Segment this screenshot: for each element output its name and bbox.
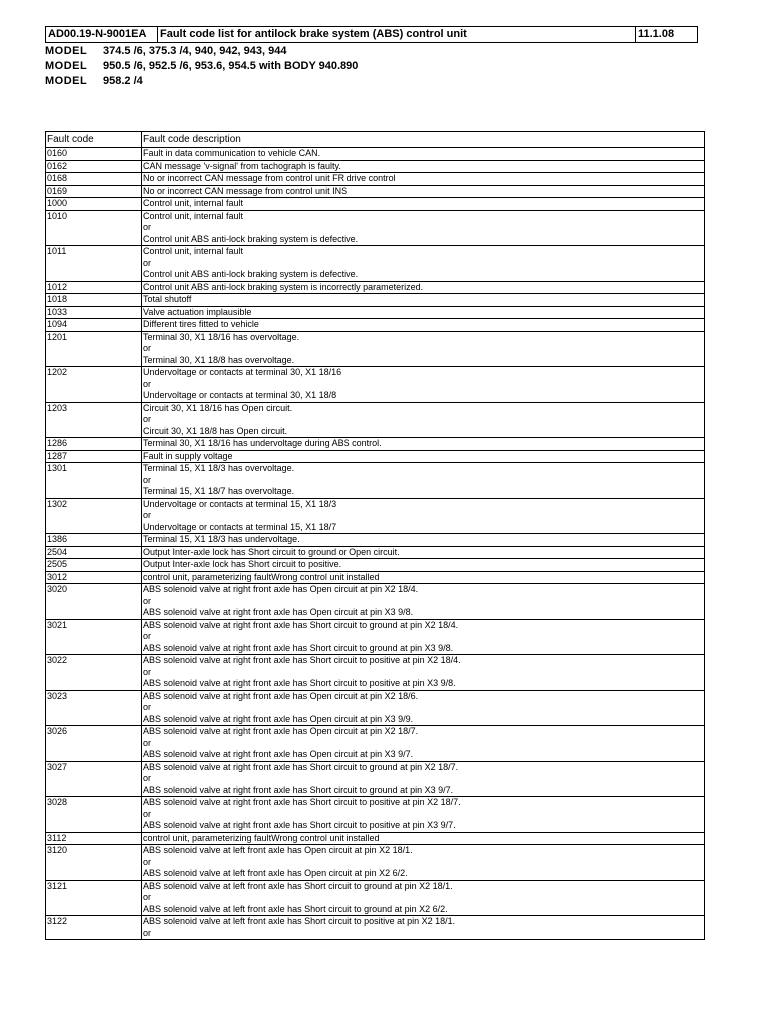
table-row [46,832,705,845]
description-line: ABS solenoid valve at left front axle has Open circuit at pin X2 6/2. [143,868,408,878]
fault-code-table [45,131,705,940]
table-row [46,916,705,940]
model-label: MODEL [45,45,88,57]
table-row [46,463,705,499]
document-title: Fault code list for antilock brake system (ABS) control unit [158,27,636,43]
fault-code-cell: 3020 [46,584,142,620]
table-row [46,367,705,403]
fault-description-cell [142,832,705,845]
fault-code-cell: 1018 [46,294,142,307]
description-line: ABS solenoid valve at right front axle has Short circuit to ground at pin X3 9/8. [143,642,454,653]
description-line: or [143,222,152,232]
fault-description-cell [142,463,705,499]
fault-description-cell [142,726,705,762]
fault-description-cell [142,797,705,833]
fault-description-cell [142,546,705,559]
fault-code-cell: 1094 [46,319,142,332]
fault-code-cell: 1202 [46,367,142,403]
table-row [46,880,705,916]
description-line: Control unit ABS anti-lock braking system is incorrectly parameterized. [143,281,424,292]
description-line: CAN message 'v-signal' from tachograph is faulty. [143,160,341,171]
fault-description-cell [142,916,705,940]
description-line: Output Inter-axle lock has Short circuit to ground or Open circuit. [143,546,400,557]
fault-code-cell: 2504 [46,546,142,559]
fault-description-cell [142,281,705,294]
table-row [46,173,705,186]
description-line: Total shutoff [143,294,192,304]
fault-description-cell [142,173,705,186]
description-line: ABS solenoid valve at left front axle has Open circuit at pin X2 18/1. [143,845,413,855]
description-line: or [143,856,152,867]
description-line: No or incorrect CAN message from control unit FR drive control [143,173,396,183]
fault-code-cell: 0169 [46,185,142,198]
description-line: ABS solenoid valve at right front axle has Open circuit at pin X2 18/7. [143,726,419,736]
table-row [46,726,705,762]
fault-code-cell: 1203 [46,402,142,438]
fault-code-cell: 3121 [46,880,142,916]
fault-code-cell: 3026 [46,726,142,762]
table-row [46,761,705,797]
table-row [46,534,705,547]
description-line: ABS solenoid valve at right front axle has Short circuit to positive at pin X2 18/7. [143,797,461,807]
model-value: 950.5 /6, 952.5 /6, 953.6, 954.5 with BODY 940.890 [103,60,359,72]
fault-code-cell: 1011 [46,246,142,282]
fault-code-cell: 3022 [46,655,142,691]
fault-code-cell: 3027 [46,761,142,797]
description-line: ABS solenoid valve at right front axle has Open circuit at pin X2 18/4. [143,584,419,594]
description-line: ABS solenoid valve at right front axle has Short circuit to ground at pin X2 18/4. [143,619,459,630]
model-line [45,44,358,59]
fault-code-cell: 0160 [46,148,142,161]
table-row [46,160,705,173]
fault-code-cell: 0162 [46,160,142,173]
fault-description-cell [142,306,705,319]
column-header-fault-code: Fault code [46,132,142,148]
table-row [46,331,705,367]
model-value: 958.2 /4 [103,75,143,87]
description-line: Undervoltage or contacts at terminal 30, X1 18/8 [143,390,337,400]
fault-code-cell: 1201 [46,331,142,367]
fault-code-cell: 0168 [46,173,142,186]
description-line: Control unit ABS anti-lock braking system is defective. [143,233,359,244]
description-line: Circuit 30, X1 18/8 has Open circuit. [143,425,288,436]
fault-description-cell [142,880,705,916]
description-line: Terminal 15, X1 18/3 has undervoltage. [143,534,300,544]
fault-code-cell: 3023 [46,690,142,726]
table-row [46,584,705,620]
table-row [46,571,705,584]
table-row [46,546,705,559]
description-line: or [143,927,152,938]
table-row [46,402,705,438]
document-date: 11.1.08 [636,27,698,43]
fault-description-cell [142,210,705,246]
fault-description-cell [142,571,705,584]
fault-description-cell [142,438,705,451]
description-line: or [143,595,152,606]
table-row [46,690,705,726]
description-line: or [143,510,152,520]
table-header-row [46,132,705,148]
table-row [46,450,705,463]
description-line: or [143,808,152,819]
description-line: Control unit, internal fault [143,246,244,256]
fault-code-cell: 3021 [46,619,142,655]
table-row [46,655,705,691]
fault-code-cell: 1000 [46,198,142,211]
description-line: Valve actuation implausible [143,306,252,317]
table-row [46,210,705,246]
description-line: Terminal 30, X1 18/16 has overvoltage. [143,331,300,342]
fault-code-cell: 3120 [46,845,142,881]
fault-code-cell: 1302 [46,498,142,534]
column-header-description: Fault code description [142,132,705,148]
description-line: or [143,474,152,485]
description-line: Undervoltage or contacts at terminal 30, X1 18/16 [143,367,342,377]
fault-description-cell [142,761,705,797]
description-line: Control unit ABS anti-lock braking system is defective. [143,269,359,279]
description-line: Fault in data communication to vehicle CAN. [143,148,321,158]
model-value: 374.5 /6, 375.3 /4, 940, 942, 943, 944 [103,45,287,57]
fault-description-cell [142,845,705,881]
fault-code-cell: 1010 [46,210,142,246]
document-header [45,26,698,43]
description-line: or [143,892,152,902]
fault-code-cell: 1012 [46,281,142,294]
description-line: or [143,378,152,389]
fault-code-cell: 3028 [46,797,142,833]
description-line: ABS solenoid valve at right front axle has Short circuit to ground at pin X2 18/7. [143,761,459,772]
table-row [46,246,705,282]
description-line: Terminal 15, X1 18/7 has overvoltage. [143,486,295,496]
table-row [46,498,705,534]
table-row [46,306,705,319]
model-label: MODEL [45,60,88,72]
description-line: ABS solenoid valve at right front axle has Short circuit to ground at pin X3 9/7. [143,784,454,795]
fault-description-cell [142,294,705,307]
table-row [46,319,705,332]
model-line [45,74,358,89]
fault-code-cell: 3112 [46,832,142,845]
description-line: ABS solenoid valve at right front axle has Open circuit at pin X3 9/9. [143,713,414,724]
description-line: Terminal 15, X1 18/3 has overvoltage. [143,463,295,473]
fault-code-cell: 1386 [46,534,142,547]
description-line: Output Inter-axle lock has Short circuit to positive. [143,559,342,569]
table-row [46,438,705,451]
description-line: ABS solenoid valve at right front axle has Short circuit to positive at pin X3 9/7. [143,820,456,830]
table-row [46,294,705,307]
description-line: Circuit 30, X1 18/16 has Open circuit. [143,402,293,413]
description-line: ABS solenoid valve at right front axle has Open circuit at pin X2 18/6. [143,690,419,701]
description-line: or [143,702,152,712]
fault-code-cell: 1033 [46,306,142,319]
fault-description-cell [142,498,705,534]
table-row [46,619,705,655]
description-line: ABS solenoid valve at right front axle has Short circuit to positive at pin X3 9/8. [143,678,456,688]
description-line: No or incorrect CAN message from control unit INS [143,185,348,196]
fault-code-cell: 1286 [46,438,142,451]
description-line: ABS solenoid valve at left front axle has Short circuit to ground at pin X2 6/2. [143,903,448,914]
table-row [46,845,705,881]
description-line: or [143,773,152,783]
table-row [46,148,705,161]
description-line: Control unit, internal fault [143,210,244,221]
description-line: or [143,414,152,424]
table-row [46,198,705,211]
fault-description-cell [142,534,705,547]
description-line: or [143,666,152,677]
model-list [45,44,358,89]
fault-code-cell: 1287 [46,450,142,463]
description-line: or [143,631,152,641]
fault-description-cell [142,619,705,655]
description-line: Different tires fitted to vehicle [143,319,259,329]
fault-description-cell [142,690,705,726]
fault-description-cell [142,148,705,161]
fault-description-cell [142,367,705,403]
description-line: Terminal 30, X1 18/8 has overvoltage. [143,354,295,365]
description-line: or [143,257,152,268]
fault-description-cell [142,185,705,198]
fault-description-cell [142,246,705,282]
fault-description-cell [142,450,705,463]
description-line: ABS solenoid valve at right front axle has Short circuit to positive at pin X2 18/4. [143,655,461,665]
fault-description-cell [142,584,705,620]
document-id: AD00.19-N-9001EA [46,27,158,43]
fault-description-cell [142,559,705,572]
description-line: or [143,737,152,748]
model-label: MODEL [45,75,88,87]
table-row [46,559,705,572]
description-line: Control unit, internal fault [143,198,244,208]
description-line: Fault in supply voltage [143,450,233,461]
description-line: Terminal 30, X1 18/16 has undervoltage during ABS control. [143,438,382,448]
description-line: ABS solenoid valve at left front axle has Short circuit to positive at pin X2 18/1. [143,916,456,926]
description-line: ABS solenoid valve at left front axle has Short circuit to ground at pin X2 18/1. [143,880,453,891]
description-line: or [143,343,152,353]
description-line: Undervoltage or contacts at terminal 15, X1 18/7 [143,521,337,532]
fault-code-cell: 2505 [46,559,142,572]
fault-description-cell [142,331,705,367]
description-line: ABS solenoid valve at right front axle has Open circuit at pin X3 9/8. [143,607,414,617]
fault-code-cell: 1301 [46,463,142,499]
model-line [45,59,358,74]
table-row [46,185,705,198]
description-line: control unit, parameterizing faultWrong control unit installed [143,571,380,582]
fault-description-cell [142,319,705,332]
fault-description-cell [142,402,705,438]
fault-description-cell [142,655,705,691]
fault-code-cell: 3012 [46,571,142,584]
table-row [46,281,705,294]
fault-code-cell: 3122 [46,916,142,940]
table-row [46,797,705,833]
fault-description-cell [142,160,705,173]
description-line: ABS solenoid valve at right front axle has Open circuit at pin X3 9/7. [143,749,414,759]
description-line: control unit, parameterizing faultWrong control unit installed [143,832,380,843]
fault-description-cell [142,198,705,211]
description-line: Undervoltage or contacts at terminal 15, X1 18/3 [143,498,337,509]
